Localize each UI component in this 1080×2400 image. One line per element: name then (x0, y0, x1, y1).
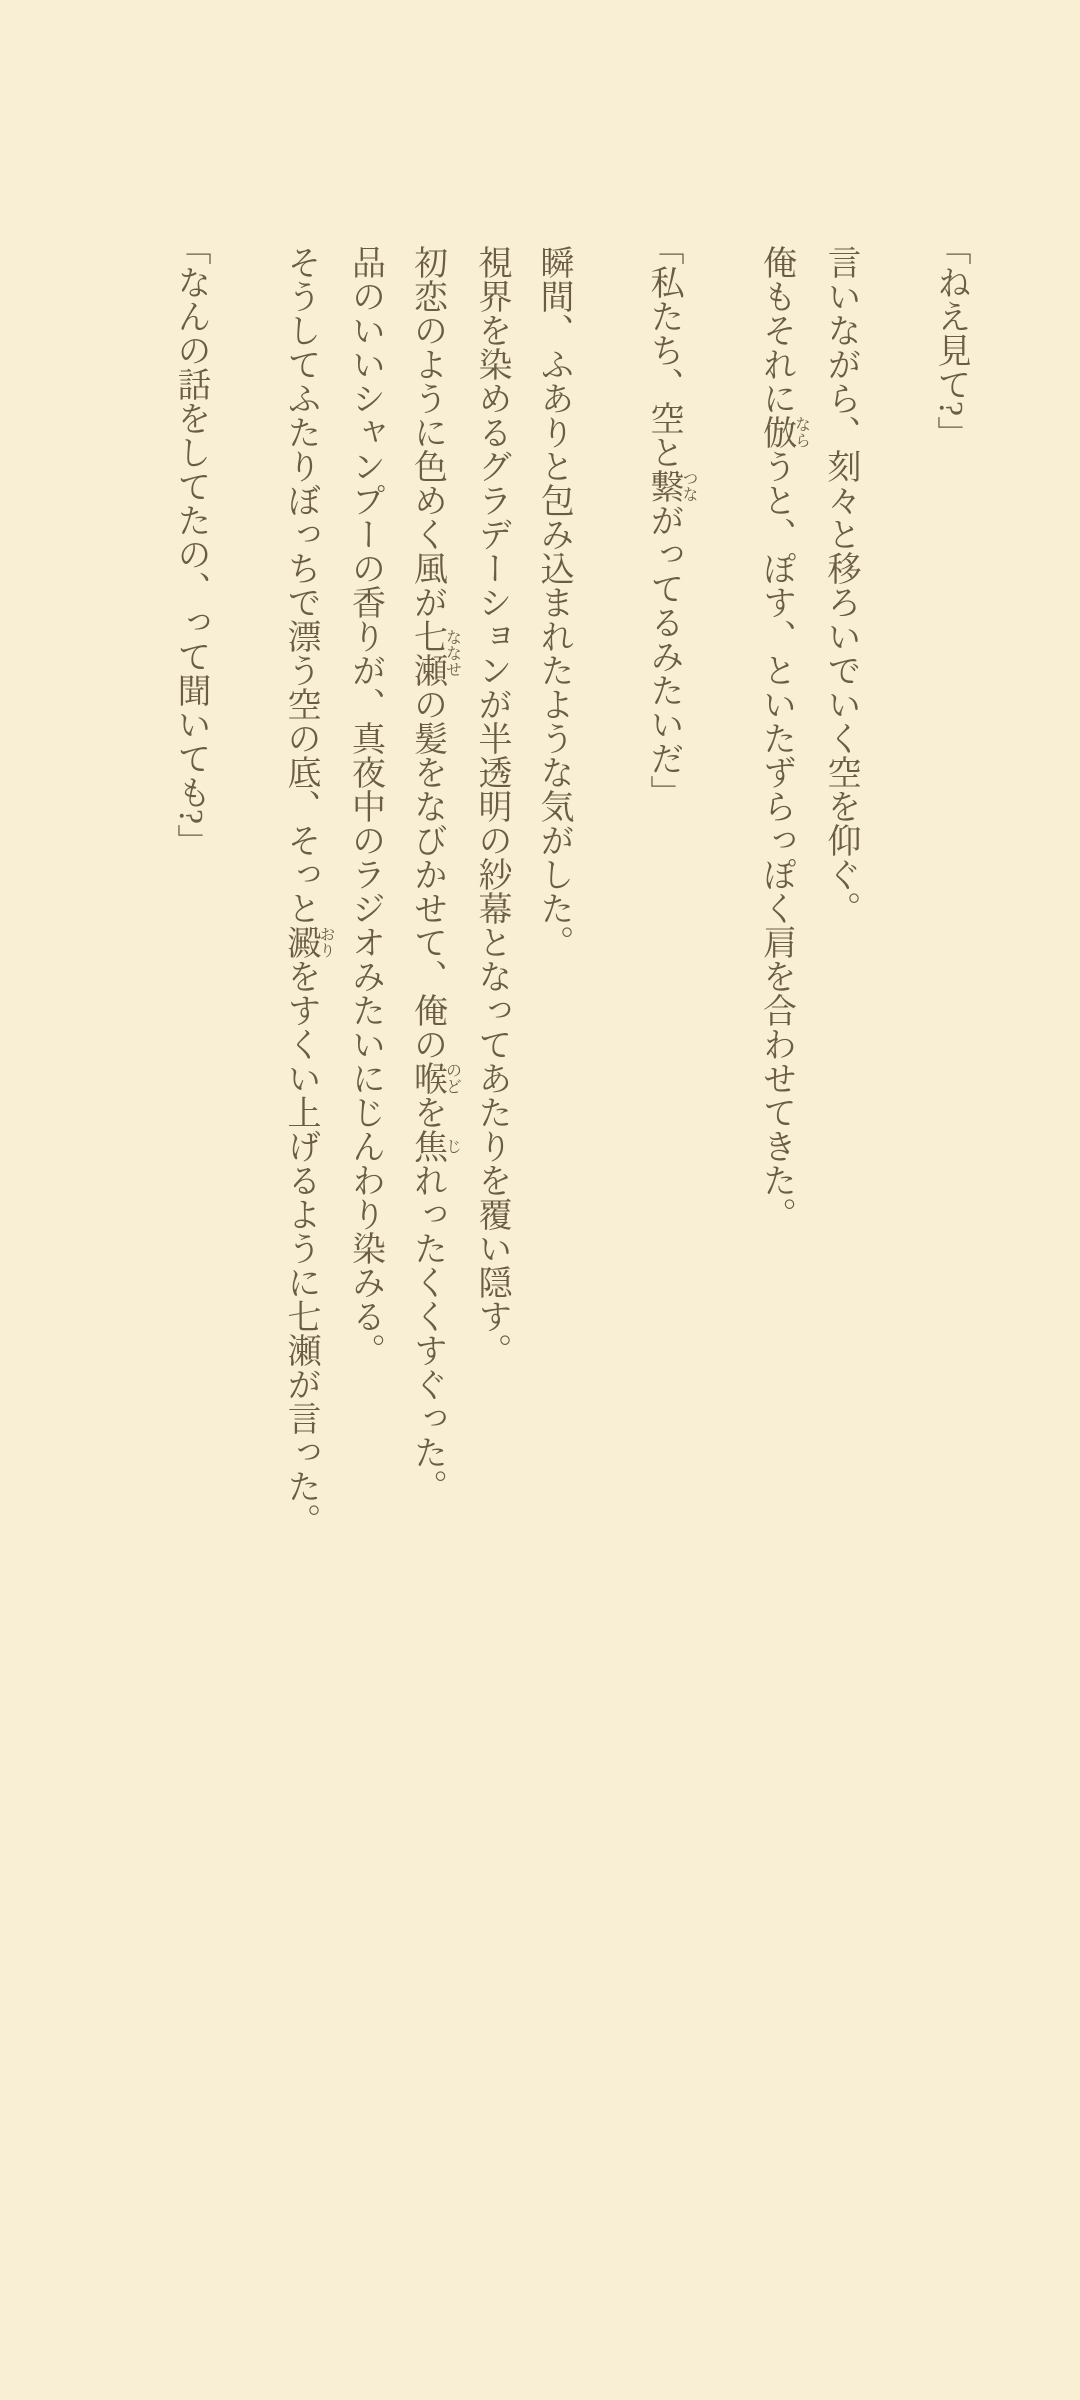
furigana: のど (443, 1061, 461, 1095)
narration-line: そうしてふたりぼっちで漂う空の底、そっと澱おりをすくい上げるように七瀬が言った。 (282, 245, 334, 1537)
dialogue-line: 「私たち、空と繋つながってるみたいだ」 (645, 231, 697, 809)
dialogue-line: 「なんの話をしてたの、って聞いても?」 (172, 231, 209, 859)
narration-line: 初恋のように色めく風が七瀬ななせの髪をなびかせて、俺の喉のどを焦じれったくくすぐった。 (408, 245, 461, 1503)
narration-line: 視界を染めるグラデーションが半透明の紗幕となってあたりを覆い隠す。 (473, 245, 510, 1367)
ruby-annotated-word: 喉のど (408, 1061, 461, 1095)
narration-line: 俺もそれに倣ならうと、ぽす、といたずらっぽく肩を合わせてきた。 (757, 245, 810, 1231)
furigana: じ (443, 1129, 461, 1163)
furigana: おり (317, 925, 334, 959)
ruby-annotated-word: 倣なら (757, 415, 810, 449)
dialogue-line: 「ねえ見て?」 (932, 231, 969, 451)
ruby-annotated-word: 澱おり (282, 925, 334, 959)
novel-text-area (159, 231, 981, 1575)
narration-line: 瞬間、ふありと包み込まれたような気がした。 (535, 245, 572, 959)
furigana: なら (792, 415, 810, 449)
ruby-annotated-word: 焦じ (408, 1129, 461, 1163)
furigana: ななせ (443, 619, 461, 687)
narration-line: 言いながら、刻々と移ろいでいく空を仰ぐ。 (822, 245, 859, 925)
ruby-annotated-word: 七瀬ななせ (408, 619, 461, 687)
furigana: つな (680, 469, 697, 503)
narration-line: 品のいいシャンプーの香りが、真夜中のラジオみたいにじんわり染みる。 (346, 245, 384, 1367)
ruby-annotated-word: 繋つな (645, 469, 697, 503)
